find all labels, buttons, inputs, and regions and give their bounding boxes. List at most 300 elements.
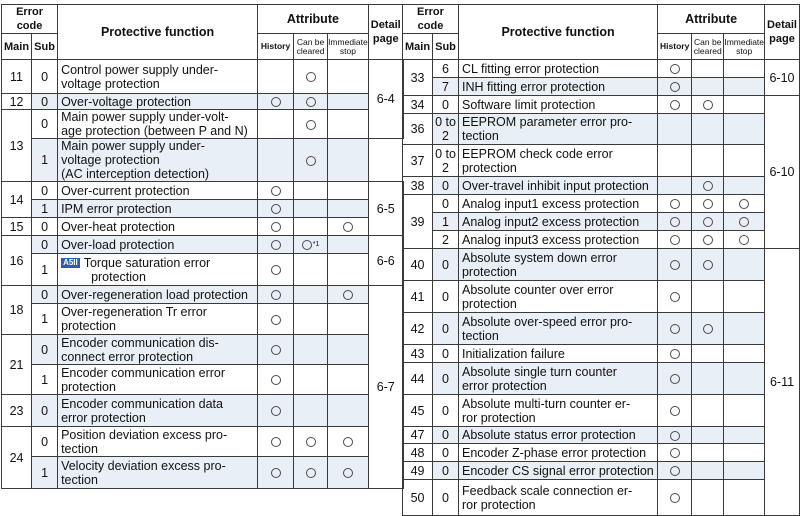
- immediate-stop-cell: [724, 444, 765, 462]
- sub-code-cell: 0: [32, 236, 58, 254]
- immediate-stop-cell: [724, 145, 765, 177]
- immediate-stop-header: Immediate stop: [328, 34, 369, 60]
- history-cell: [658, 444, 692, 462]
- function-text-line: Over-voltage protection: [61, 94, 191, 109]
- history-circle-icon: [670, 235, 680, 245]
- function-text-line: voltage protection: [61, 153, 160, 167]
- table-row: [403, 313, 800, 345]
- function-text-line: error protection: [61, 410, 146, 425]
- can-be-cleared-circle-icon: [703, 181, 713, 191]
- function-text-line: Feedback scale connection er-: [461, 483, 633, 498]
- history-cell: [258, 60, 294, 94]
- main-code-cell: 38: [403, 177, 433, 195]
- main-code-cell: 12: [2, 94, 32, 110]
- protective-function-cell: [458, 363, 657, 395]
- sub-code-cell: 0: [32, 60, 58, 94]
- can-be-cleared-cell: [692, 96, 724, 114]
- sub-code-cell: 0: [433, 395, 459, 427]
- main-code-cell: 36: [403, 114, 433, 145]
- function-text-line: Over-heat protection: [61, 219, 176, 234]
- table-row: [2, 236, 404, 254]
- main-code-cell: 43: [403, 345, 433, 363]
- protective-function-cell: [458, 249, 657, 281]
- function-text-line: EEPROM parameter error pro-: [461, 115, 633, 129]
- can-be-cleared-cell: [294, 94, 328, 110]
- table-row: [403, 60, 800, 78]
- protective-function-cell: [458, 462, 657, 480]
- can-be-cleared-cell: [294, 254, 328, 286]
- immediate-stop-cell: [724, 313, 765, 345]
- sub-code-cell: 0: [32, 286, 58, 304]
- function-text-line: Main power supply under-: [61, 139, 205, 153]
- history-cell: [658, 213, 692, 231]
- sub-code-cell: 1: [433, 213, 459, 231]
- function-text-line: Absolute single turn counter: [461, 364, 617, 379]
- detail-page-header-text: Detail page: [370, 19, 401, 45]
- detail-page-cell: 6-10: [765, 96, 800, 249]
- history-cell: [258, 182, 294, 200]
- detail-page-cell: 6-6: [368, 236, 403, 286]
- function-text-line: Main power supply under-volt-: [61, 110, 229, 124]
- protective-function-cell: [458, 96, 657, 114]
- sub-code-cell: 0: [433, 249, 459, 281]
- sub-code-cell: 0: [433, 195, 459, 213]
- function-text-line: error protection: [461, 378, 547, 393]
- function-text-line: CL fitting error protection: [461, 61, 600, 76]
- main-code-cell: 49: [403, 462, 433, 480]
- history-circle-icon: [670, 349, 680, 359]
- immediate-stop-cell: [328, 365, 369, 395]
- function-text-line: IPM error protection: [61, 201, 172, 216]
- protective-function-cell: [58, 457, 258, 489]
- protective-function-cell: [458, 213, 657, 231]
- immediate-stop-cell: [328, 200, 369, 218]
- history-circle-icon: [670, 374, 680, 384]
- history-circle-icon: [271, 186, 281, 196]
- detail-page-header: [368, 5, 403, 60]
- error-code-header: Error code: [403, 5, 459, 34]
- main-code-cell: 44: [403, 363, 433, 395]
- sub-code-cell: 1: [32, 457, 58, 489]
- sub-code-cell: 0: [433, 177, 459, 195]
- can-be-cleared-circle-icon: [703, 100, 713, 110]
- can-be-cleared-circle-icon: [306, 72, 316, 82]
- immediate-stop-cell: [328, 182, 369, 200]
- protective-function-cell: [458, 60, 657, 78]
- function-text-line: Absolute status error protection: [461, 428, 636, 442]
- history-circle-icon: [670, 493, 680, 503]
- protective-function-cell: [58, 254, 258, 286]
- immediate-stop-cell: [328, 304, 369, 335]
- table-row: [2, 427, 404, 457]
- main-code-cell: 47: [403, 427, 433, 444]
- sub-code-cell: 0 to 2: [433, 114, 459, 145]
- can-be-cleared-circle-icon: [302, 240, 312, 250]
- sub-code-cell: 7: [433, 78, 459, 96]
- sub-code-cell: 1: [32, 200, 58, 218]
- attribute-header: Attribute: [658, 5, 765, 34]
- can-be-cleared-cell: [692, 313, 724, 345]
- function-text-line: tection: [461, 129, 499, 143]
- table-row: [403, 462, 800, 480]
- protective-function-cell: [458, 480, 657, 516]
- immediate-stop-circle-icon: [739, 217, 749, 227]
- history-cell: [658, 249, 692, 281]
- table-row: [403, 231, 800, 249]
- can-be-cleared-cell: [692, 281, 724, 313]
- immediate-stop-cell: [724, 249, 765, 281]
- immediate-stop-cell: [724, 363, 765, 395]
- immediate-stop-cell: [724, 427, 765, 444]
- history-cell: [658, 313, 692, 345]
- function-text-line: Absolute over-speed error pro-: [461, 314, 633, 329]
- immediate-stop-cell: [328, 110, 369, 139]
- history-circle-icon: [670, 466, 680, 476]
- table-row: [2, 395, 404, 427]
- can-be-cleared-header: Can be cleared: [294, 34, 328, 60]
- history-cell: [258, 304, 294, 335]
- protective-function-cell: [58, 236, 258, 254]
- can-be-cleared-cell: [294, 304, 328, 335]
- can-be-cleared-circle-icon: [306, 97, 316, 107]
- table-row: [403, 78, 800, 96]
- main-header: Main: [403, 34, 433, 60]
- table-row: [2, 60, 404, 94]
- table-row: [403, 480, 800, 516]
- table-row: [403, 427, 800, 444]
- attribute-header: Attribute: [258, 5, 369, 34]
- protective-function-header: Protective function: [458, 5, 657, 60]
- protective-function-cell: [58, 304, 258, 335]
- history-cell: [258, 457, 294, 489]
- sub-code-cell: 0: [433, 96, 459, 114]
- main-code-cell: 21: [2, 335, 32, 395]
- history-cell: [258, 139, 294, 182]
- can-be-cleared-cell: [294, 218, 328, 236]
- function-text-line: protection: [461, 160, 517, 175]
- table-row: [2, 457, 404, 489]
- sub-code-cell: 0 to 2: [433, 145, 459, 177]
- immediate-stop-cell: [724, 395, 765, 427]
- can-be-cleared-cell: [692, 78, 724, 96]
- history-circle-icon: [670, 82, 680, 92]
- can-be-cleared-circle-icon: [703, 235, 713, 245]
- protective-function-header: Protective function: [58, 5, 258, 60]
- immediate-stop-circle-icon: [739, 235, 749, 245]
- function-text-line: protection: [461, 296, 517, 311]
- history-circle-icon: [271, 290, 281, 300]
- main-code-cell: 45: [403, 395, 433, 427]
- history-circle-icon: [670, 448, 680, 458]
- function-text-line: Over-regeneration Tr error: [61, 305, 207, 319]
- immediate-stop-cell: [724, 60, 765, 78]
- detail-page-cell: 6-11: [765, 249, 800, 516]
- function-text-line: Over-travel inhibit input protection: [461, 178, 649, 193]
- table-row: [2, 286, 404, 304]
- history-circle-icon: [271, 222, 281, 232]
- immediate-stop-cell: [328, 139, 369, 182]
- table-row: [403, 363, 800, 395]
- function-text-line: Absolute counter over error: [461, 282, 614, 297]
- history-cell: [258, 236, 294, 254]
- protective-function-cell: [458, 145, 657, 177]
- protective-function-cell: [458, 177, 657, 195]
- table-row: [2, 200, 404, 218]
- function-text-line: Analog input1 excess protection: [461, 196, 640, 211]
- function-text-line: tection: [61, 441, 98, 456]
- sub-code-cell: 0: [433, 444, 459, 462]
- sub-code-cell: 0: [433, 363, 459, 395]
- history-circle-icon: [670, 324, 680, 334]
- can-be-cleared-cell: [294, 200, 328, 218]
- immediate-stop-cell: [328, 286, 369, 304]
- sub-code-cell: 0: [32, 395, 58, 427]
- function-text: Torque saturation error: [83, 255, 211, 270]
- history-cell: [658, 345, 692, 363]
- history-circle-icon: [670, 64, 680, 74]
- protective-function-cell: [58, 94, 258, 110]
- history-cell: [258, 254, 294, 286]
- main-code-cell: 23: [2, 395, 32, 427]
- can-be-cleared-cell: [692, 145, 724, 177]
- function-text-line: Encoder CS signal error protection: [461, 463, 654, 478]
- history-cell: [258, 200, 294, 218]
- can-be-cleared-cell: [294, 365, 328, 395]
- table-row: [2, 94, 404, 110]
- history-cell: [658, 363, 692, 395]
- main-code-cell: 34: [403, 96, 433, 114]
- immediate-stop-cell: [724, 114, 765, 145]
- function-text-line: EEPROM check code error: [461, 146, 613, 161]
- can-be-cleared-cell: [692, 60, 724, 78]
- can-be-cleared-cell: [294, 236, 328, 254]
- can-be-cleared-cell: [692, 213, 724, 231]
- function-text-line: age protection (between P and N): [61, 124, 248, 138]
- function-text-line: [61, 256, 255, 270]
- immediate-stop-circle-icon: [343, 437, 353, 447]
- right-table-body: [403, 60, 800, 516]
- protective-function-cell: [58, 395, 258, 427]
- function-text-line: Initialization failure: [461, 346, 565, 361]
- table-row: [2, 110, 404, 139]
- table-row: [403, 213, 800, 231]
- sub-code-cell: 0: [433, 480, 459, 516]
- protective-function-cell: [58, 110, 258, 139]
- history-circle-icon: [271, 406, 281, 416]
- can-be-cleared-circle-icon: [703, 260, 713, 270]
- table-row: [403, 249, 800, 281]
- immediate-stop-cell: [724, 345, 765, 363]
- function-text-line: ror protection: [461, 410, 536, 425]
- function-text-line: Analog input3 excess protection: [461, 232, 640, 247]
- history-cell: [658, 395, 692, 427]
- table-row: [2, 365, 404, 395]
- function-text-line: protection: [461, 264, 517, 279]
- function-text-line: protection: [91, 269, 146, 284]
- can-be-cleared-cell: [692, 480, 724, 516]
- history-cell: [658, 145, 692, 177]
- can-be-cleared-header: Can be cleared: [692, 34, 724, 60]
- history-cell: [258, 110, 294, 139]
- left-error-code-table: [1, 4, 404, 489]
- table-row: [2, 335, 404, 365]
- history-cell: [258, 335, 294, 365]
- a5ii-badge: A5II: [63, 258, 78, 268]
- immediate-stop-circle-icon: [739, 199, 749, 209]
- can-be-cleared-cell: [294, 139, 328, 182]
- function-text-line: Absolute multi-turn counter er-: [461, 396, 631, 411]
- sub-code-cell: 0: [32, 110, 58, 139]
- immediate-stop-cell: [328, 335, 369, 365]
- history-circle-icon: [670, 217, 680, 227]
- sub-code-cell: 0: [433, 427, 459, 444]
- table-row: [2, 254, 404, 286]
- sub-code-cell: 0: [32, 335, 58, 365]
- sub-code-cell: 6: [433, 60, 459, 78]
- protective-function-cell: [58, 218, 258, 236]
- history-cell: [258, 218, 294, 236]
- protective-function-cell: [58, 365, 258, 395]
- protective-function-cell: [458, 114, 657, 145]
- immediate-stop-cell: [724, 195, 765, 213]
- can-be-cleared-cell: [692, 231, 724, 249]
- history-cell: [258, 395, 294, 427]
- main-code-cell: 50: [403, 480, 433, 516]
- detail-page-header-text: Detail page: [767, 19, 797, 45]
- protective-function-cell: [458, 281, 657, 313]
- sub-code-cell: 0: [433, 281, 459, 313]
- table-row: [2, 182, 404, 200]
- table-row: [403, 395, 800, 427]
- main-code-cell: 41: [403, 281, 433, 313]
- can-be-cleared-cell: [294, 457, 328, 489]
- main-code-cell: 15: [2, 218, 32, 236]
- header-row-top: [403, 5, 800, 34]
- can-be-cleared-cell: [692, 395, 724, 427]
- can-be-cleared-cell: [294, 182, 328, 200]
- protective-function-cell: [58, 335, 258, 365]
- history-circle-icon: [271, 468, 281, 478]
- function-text-line: Absolute system down error: [461, 250, 617, 265]
- sub-code-cell: 0: [32, 182, 58, 200]
- function-text-line: ror protection: [461, 497, 536, 512]
- can-be-cleared-cell: [692, 195, 724, 213]
- sub-code-cell: 0: [433, 313, 459, 345]
- immediate-stop-cell: [724, 177, 765, 195]
- protective-function-cell: [58, 60, 258, 94]
- can-be-cleared-circle-icon: [306, 437, 316, 447]
- table-row: [403, 444, 800, 462]
- immediate-stop-cell: [328, 94, 369, 110]
- protective-function-cell: [58, 182, 258, 200]
- can-be-cleared-circle-icon: [306, 120, 316, 130]
- immediate-stop-cell: [724, 96, 765, 114]
- main-header: Main: [2, 34, 32, 60]
- can-be-cleared-cell: [692, 444, 724, 462]
- function-text-line: Analog input2 excess protection: [461, 214, 640, 229]
- header-row-top: [2, 5, 404, 34]
- main-code-cell: 48: [403, 444, 433, 462]
- function-text-line: (AC interception detection): [61, 167, 210, 181]
- protective-function-cell: [458, 313, 657, 345]
- can-be-cleared-cell: [294, 110, 328, 139]
- protective-function-cell: [458, 444, 657, 462]
- main-code-cell: 37: [403, 145, 433, 177]
- history-cell: [658, 480, 692, 516]
- can-be-cleared-cell: [692, 427, 724, 444]
- function-text-line: Encoder communication dis-: [61, 335, 219, 350]
- table-row: [2, 139, 404, 182]
- main-code-cell: 39: [403, 195, 433, 249]
- sub-code-cell: 1: [32, 365, 58, 395]
- history-circle-icon: [271, 265, 281, 275]
- history-circle-icon: [271, 240, 281, 250]
- main-code-cell: 24: [2, 427, 32, 489]
- history-circle-icon: [271, 204, 281, 214]
- sub-header: Sub: [433, 34, 459, 60]
- protective-function-cell: [58, 139, 258, 182]
- history-cell: [658, 177, 692, 195]
- detail-page-cell: 6-4: [368, 60, 403, 139]
- history-cell: [658, 427, 692, 444]
- function-text-line: protection: [61, 379, 116, 394]
- protective-function-cell: [458, 345, 657, 363]
- sub-code-cell: 0: [32, 94, 58, 110]
- history-circle-icon: [670, 406, 680, 416]
- sub-code-cell: 1: [32, 254, 58, 286]
- history-circle-icon: [670, 260, 680, 270]
- history-circle-icon: [670, 199, 680, 209]
- history-header: History: [658, 34, 692, 60]
- can-be-cleared-cell: [294, 395, 328, 427]
- protective-function-cell: [458, 427, 657, 444]
- table-row: [403, 96, 800, 114]
- function-text-line: connect error protection: [61, 349, 194, 364]
- function-text-line: protection: [61, 319, 116, 333]
- history-circle-icon: [271, 315, 281, 325]
- detail-page-cell: 6-5: [368, 182, 403, 236]
- immediate-stop-cell: [328, 60, 369, 94]
- history-circle-icon: [271, 437, 281, 447]
- table-row: [403, 195, 800, 213]
- history-circle-icon: [271, 97, 281, 107]
- protective-function-cell: [458, 78, 657, 96]
- protective-function-cell: [458, 195, 657, 213]
- footnote-mark: *1: [312, 240, 320, 248]
- protective-function-cell: [58, 427, 258, 457]
- history-circle-icon: [670, 431, 680, 441]
- can-be-cleared-circle-icon: [306, 468, 316, 478]
- table-row: [403, 145, 800, 177]
- function-text-line: Position deviation excess pro-: [61, 427, 228, 442]
- can-be-cleared-cell: [692, 249, 724, 281]
- history-cell: [258, 427, 294, 457]
- function-text-line: Encoder communication error: [61, 365, 226, 380]
- immediate-stop-cell: [724, 462, 765, 480]
- can-be-cleared-cell: [692, 363, 724, 395]
- protective-function-cell: [458, 395, 657, 427]
- can-be-cleared-cell: [692, 345, 724, 363]
- function-text-line: Encoder communication data: [61, 396, 223, 411]
- can-be-cleared-cell: [692, 114, 724, 145]
- history-cell: [658, 78, 692, 96]
- immediate-stop-cell: [328, 427, 369, 457]
- table-row: [403, 281, 800, 313]
- main-code-cell: 14: [2, 182, 32, 218]
- main-code-cell: 13: [2, 110, 32, 182]
- table-row: [2, 304, 404, 335]
- detail-page-cell: 6-7: [368, 286, 403, 489]
